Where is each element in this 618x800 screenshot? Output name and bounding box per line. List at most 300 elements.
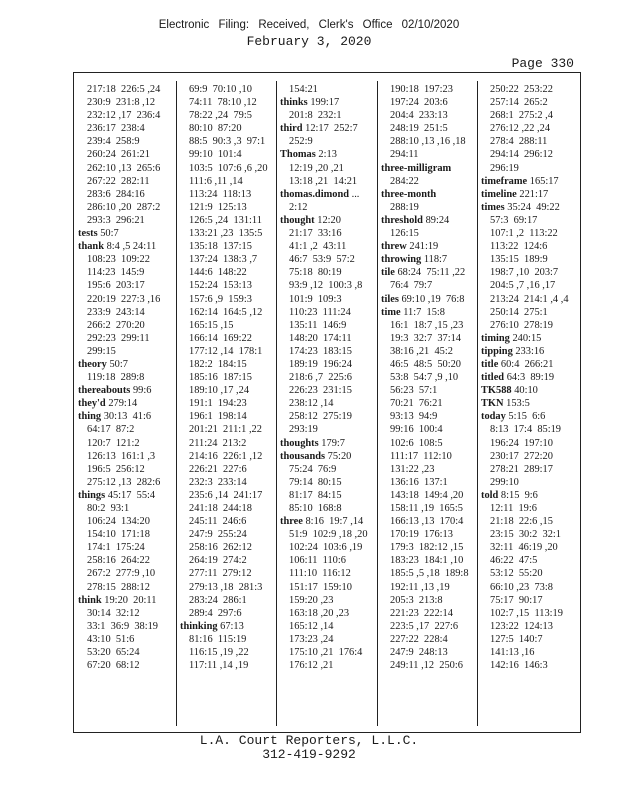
- index-continuation: 99:16 100:4: [390, 424, 443, 436]
- index-continuation: 111:6 ,11 ,14: [189, 175, 243, 187]
- index-continuation: 108:23 109:22: [87, 254, 150, 266]
- index-continuation: 179:3 182:12 ,15: [390, 542, 464, 554]
- index-entry: [481, 175, 582, 188]
- index-continuation: 277:11 279:12: [189, 568, 252, 580]
- index-headword: told: [481, 489, 499, 501]
- index-continuation: 176:12 ,21: [289, 660, 334, 672]
- index-continuation: 93:9 ,12 100:3 ,8: [289, 280, 363, 292]
- index-continuation: 284:22: [390, 175, 419, 187]
- index-continuation: 286:10 ,20 287:2: [87, 201, 161, 213]
- index-continuation: 79:14 80:15: [289, 476, 342, 488]
- index-continuation: 189:19 196:24: [289, 358, 352, 370]
- index-continuation: 233:9 243:14: [87, 306, 145, 318]
- index-continuation: 230:17 272:20: [490, 450, 553, 462]
- index-column-2: [180, 83, 281, 723]
- index-entry: [78, 410, 179, 423]
- index-entry: [381, 253, 482, 266]
- index-headword: thomas.dimond: [280, 188, 350, 200]
- index-continuation: 53:20 65:24: [87, 647, 140, 659]
- page-references: 12:20: [314, 214, 341, 226]
- index-continuation: 51:9 102:9 ,18 ,20: [289, 529, 368, 541]
- index-continuation: 196:5 256:12: [87, 463, 145, 475]
- index-continuation: 268:1 275:2 ,4: [490, 110, 553, 122]
- index-continuation: 151:17 159:10: [289, 581, 352, 593]
- footer-company: L.A. Court Reporters, L.L.C.: [199, 733, 419, 748]
- index-continuation: 102:7 ,15 113:19: [490, 607, 563, 619]
- index-continuation: 154:10 171:18: [87, 529, 150, 541]
- index-continuation: 16:1 18:7 ,15 ,23: [390, 319, 464, 331]
- index-continuation: 157:6 ,9 159:3: [189, 293, 252, 305]
- index-continuation: 137:24 138:3 ,7: [189, 254, 258, 266]
- index-continuation: 110:23 111:24: [289, 306, 351, 318]
- index-continuation: 296:19: [490, 162, 519, 174]
- index-continuation: 142:16 146:3: [490, 660, 548, 672]
- index-column-1: [78, 83, 179, 723]
- index-continuation: 182:2 184:15: [189, 358, 247, 370]
- index-entry: [481, 345, 582, 358]
- index-continuation: 267:2 277:9 ,10: [87, 568, 156, 580]
- index-continuation: 78:22 ,24 79:5: [189, 110, 252, 122]
- index-entry: [280, 515, 381, 528]
- index-headword: thought: [280, 214, 315, 226]
- index-continuation: 226:21 227:6: [189, 463, 247, 475]
- index-continuation: 289:4 297:6: [189, 607, 242, 619]
- index-entry: [381, 188, 482, 201]
- index-continuation: 245:11 246:6: [189, 516, 247, 528]
- index-headword: tile: [381, 267, 395, 279]
- index-frame: [73, 72, 581, 733]
- index-continuation: 220:19 227:3 ,16: [87, 293, 161, 305]
- index-continuation: 93:13 94:9: [390, 411, 438, 423]
- index-continuation: 148:20 174:11: [289, 332, 352, 344]
- index-headword: TKN: [481, 398, 504, 410]
- index-continuation: 283:6 284:16: [87, 188, 145, 200]
- index-entry: [481, 358, 582, 371]
- index-entry: [481, 397, 582, 410]
- index-continuation: 276:12 ,22 ,24: [490, 123, 551, 135]
- index-continuation: 99:10 101:4: [189, 149, 242, 161]
- index-continuation: 226:23 231:15: [289, 385, 352, 397]
- index-continuation: 133:21 ,23 135:5: [189, 228, 263, 240]
- index-headword: tipping: [481, 345, 513, 357]
- index-entry: [381, 240, 482, 253]
- index-headword: today: [481, 411, 506, 423]
- index-continuation: 154:21: [289, 84, 318, 95]
- index-continuation: 70:21 76:21: [390, 398, 443, 410]
- index-continuation: 85:10 168:8: [289, 503, 342, 514]
- index-continuation: 185:5 ,5 ,18 189:8: [390, 568, 469, 580]
- index-continuation: 248:19 251:5: [390, 123, 448, 135]
- index-entry: [280, 96, 381, 109]
- index-continuation: 235:6 ,14 241:17: [189, 489, 263, 501]
- index-continuation: 257:14 265:2: [490, 97, 548, 109]
- index-continuation: 185:16 187:15: [189, 372, 252, 384]
- index-continuation: 152:24 153:13: [189, 280, 252, 292]
- index-continuation: 250:22 253:22: [490, 84, 553, 95]
- index-continuation: 38:16 ,21 45:2: [390, 345, 453, 357]
- index-continuation: 166:13 ,13 170:4: [390, 516, 464, 528]
- index-entry: [381, 306, 482, 319]
- index-continuation: 205:3 213:8: [390, 594, 443, 606]
- page-references: 221:17: [516, 188, 549, 200]
- column-divider: [477, 81, 478, 726]
- index-continuation: 12:19 ,20 ,21: [289, 162, 344, 174]
- page-references: 19:20 20:11: [101, 594, 157, 606]
- index-entry: [280, 148, 381, 161]
- page-references: 11:7 15:8: [400, 306, 445, 318]
- page-references: 89:24: [422, 214, 450, 226]
- index-entry: [78, 397, 179, 410]
- index-continuation: 174:23 183:15: [289, 345, 352, 357]
- index-continuation: 74:11 78:10 ,12: [189, 97, 257, 109]
- index-entry: [280, 188, 381, 201]
- index-continuation: 279:13 ,18 281:3: [189, 581, 263, 593]
- page-references: 118:7: [421, 254, 448, 266]
- index-continuation: 288:19: [390, 201, 419, 213]
- page-references: 8:15 9:6: [498, 489, 538, 501]
- index-continuation: 293:19: [289, 424, 318, 436]
- index-headword: thinking: [180, 620, 218, 632]
- index-continuation: 204:5 ,7 ,16 ,17: [490, 280, 556, 292]
- index-continuation: 69:9 70:10 ,10: [189, 84, 252, 95]
- index-continuation: 106:24 134:20: [87, 516, 150, 528]
- index-continuation: 241:18 244:18: [189, 503, 252, 514]
- index-entry: [381, 162, 482, 175]
- index-continuation: 88:5 90:3 ,3 97:1: [189, 136, 266, 148]
- index-continuation: 67:20 68:12: [87, 660, 140, 672]
- index-continuation: 56:23 57:1: [390, 385, 438, 397]
- filing-date: February 3, 2020: [246, 34, 372, 49]
- page-references: 8:4 ,5 24:11: [104, 241, 157, 253]
- index-continuation: 288:10 ,13 ,16 ,18: [390, 136, 466, 148]
- index-continuation: 33:1 36:9 38:19: [87, 620, 159, 632]
- index-continuation: 283:24 286:1: [189, 594, 247, 606]
- index-continuation: 113:22 124:6: [490, 241, 548, 253]
- index-column-5: [481, 83, 582, 723]
- index-continuation: 75:18 80:19: [289, 267, 342, 279]
- index-headword: title: [481, 358, 499, 370]
- index-entry: [481, 489, 582, 502]
- index-continuation: 292:23 299:11: [87, 332, 150, 344]
- index-continuation: 239:4 258:9: [87, 136, 140, 148]
- page-references: 69:10 ,19 76:8: [398, 293, 465, 305]
- index-continuation: 227:22 228:4: [390, 633, 448, 645]
- index-continuation: 102:6 108:5: [390, 437, 443, 449]
- index-continuation: 258:16 264:22: [87, 555, 150, 567]
- index-continuation: 135:11 146:9: [289, 319, 347, 331]
- index-continuation: 299:10: [490, 476, 519, 488]
- index-entry: [481, 384, 582, 397]
- index-continuation: 136:16 137:1: [390, 476, 448, 488]
- index-continuation: 75:24 76:9: [289, 463, 337, 475]
- index-entry: [280, 122, 381, 135]
- index-continuation: 170:19 176:13: [390, 529, 453, 541]
- index-headword: Thomas: [280, 149, 316, 161]
- index-continuation: 102:24 103:6 ,19: [289, 542, 363, 554]
- index-continuation: 113:24 118:13: [189, 188, 252, 200]
- page-references: 233:16: [512, 345, 545, 357]
- page-references: 279:14: [105, 398, 138, 410]
- index-headword: thinks: [280, 97, 308, 109]
- index-continuation: 107:1 ,2 113:22: [490, 228, 558, 240]
- filing-stamp: Electronic Filing: Received, Clerk's Office 02/10/2020: [158, 19, 460, 31]
- index-entry: [481, 371, 582, 384]
- index-continuation: 119:18 289:8: [87, 372, 145, 384]
- index-continuation: 46:7 53:9 57:2: [289, 254, 355, 266]
- index-continuation: 175:10 ,21 176:4: [289, 647, 363, 659]
- index-continuation: 264:19 274:2: [189, 555, 247, 567]
- index-entry: [481, 201, 582, 214]
- index-continuation: 204:4 233:13: [390, 110, 448, 122]
- index-continuation: 81:16 115:19: [189, 633, 247, 645]
- index-continuation: 232:12 ,17 236:4: [87, 110, 161, 122]
- index-headword: third: [280, 123, 303, 135]
- index-entry: [78, 384, 179, 397]
- index-continuation: 166:14 169:22: [189, 332, 252, 344]
- index-continuation: 294:14 296:12: [490, 149, 553, 161]
- page-references: 5:15 6:6: [505, 411, 546, 423]
- index-continuation: 196:24 197:10: [490, 437, 553, 449]
- index-continuation: 21:18 22:6 ,15: [490, 516, 553, 528]
- index-continuation: 12:11 19:6: [490, 503, 537, 514]
- index-headword: timeline: [481, 188, 517, 200]
- index-headword: TK588: [481, 385, 512, 397]
- index-entry: [78, 227, 179, 240]
- index-continuation: 13:18 ,21 14:21: [289, 175, 358, 187]
- index-continuation: 197:24 203:6: [390, 97, 448, 109]
- index-continuation: 162:14 164:5 ,12: [189, 306, 263, 318]
- page-references: 199:17: [307, 97, 340, 109]
- index-continuation: 293:3 296:21: [87, 214, 145, 226]
- page-references: 75:20: [325, 450, 352, 462]
- index-entry: [481, 332, 582, 345]
- page-references: 179:7: [318, 437, 345, 449]
- index-continuation: 126:5 ,24 131:11: [189, 214, 262, 226]
- column-divider: [377, 81, 378, 726]
- page-references: 40:10: [511, 385, 538, 397]
- index-continuation: 236:17 238:4: [87, 123, 145, 135]
- index-continuation: 201:21 211:1 ,22: [189, 424, 262, 436]
- index-continuation: 217:18 226:5 ,24: [87, 84, 161, 95]
- index-continuation: 66:10 ,23 73:8: [490, 581, 553, 593]
- index-entry: [381, 214, 482, 227]
- index-continuation: 266:2 270:20: [87, 319, 145, 331]
- index-continuation: 81:17 84:15: [289, 489, 342, 501]
- index-continuation: 117:11 ,14 ,19: [189, 660, 249, 672]
- index-headword: threshold: [381, 214, 423, 226]
- index-continuation: 123:22 124:13: [490, 620, 553, 632]
- index-continuation: 46:22 47:5: [490, 555, 538, 567]
- index-continuation: 198:7 ,10 203:7: [490, 267, 559, 279]
- index-continuation: 275:12 ,13 282:6: [87, 476, 161, 488]
- page-references: ...: [349, 188, 360, 200]
- index-continuation: 30:14 32:12: [87, 607, 140, 619]
- index-continuation: 121:9 125:13: [189, 201, 247, 213]
- index-continuation: 238:12 ,14: [289, 398, 334, 410]
- index-continuation: 174:1 175:24: [87, 542, 145, 554]
- page-references: 165:17: [527, 175, 559, 187]
- index-continuation: 192:11 ,13 ,19: [390, 581, 450, 593]
- index-continuation: 299:15: [87, 345, 116, 357]
- page-references: 12:17 252:7: [302, 123, 358, 135]
- index-headword: think: [78, 594, 102, 606]
- index-continuation: 114:23 145:9: [87, 267, 145, 279]
- index-column-4: [381, 83, 482, 723]
- index-continuation: 278:21 289:17: [490, 463, 553, 475]
- column-divider: [276, 81, 277, 726]
- index-headword: tests: [78, 228, 98, 240]
- index-headword: things: [78, 489, 106, 501]
- index-headword: they'd: [78, 398, 106, 410]
- index-continuation: 249:11 ,12 250:6: [390, 660, 463, 672]
- index-entry: [78, 240, 179, 253]
- index-entry: [381, 293, 482, 306]
- index-continuation: 53:8 54:7 ,9 ,10: [390, 372, 459, 384]
- index-continuation: 76:4 79:7: [390, 280, 433, 292]
- index-continuation: 211:24 213:2: [189, 437, 247, 449]
- page-references: 241:19: [406, 241, 439, 253]
- index-entry: [180, 620, 281, 633]
- index-entry: [280, 214, 381, 227]
- index-continuation: 250:14 275:1: [490, 306, 548, 318]
- index-continuation: 158:11 ,19 165:5: [390, 503, 463, 514]
- index-headword: threw: [381, 241, 407, 253]
- index-continuation: 232:3 233:14: [189, 476, 247, 488]
- index-continuation: 53:12 55:20: [490, 568, 543, 580]
- page-references: 45:17 55:4: [105, 489, 156, 501]
- index-continuation: 111:17 112:10: [390, 450, 452, 462]
- index-continuation: 126:15: [390, 228, 419, 240]
- column-divider: [176, 81, 177, 726]
- index-continuation: 276:10 278:19: [490, 319, 553, 331]
- index-headword: thoughts: [280, 437, 319, 449]
- page-references: 50:7: [106, 358, 128, 370]
- index-continuation: 191:1 194:23: [189, 398, 247, 410]
- index-continuation: 46:5 48:5 50:20: [390, 358, 462, 370]
- index-column-3: [280, 83, 381, 723]
- index-continuation: 80:2 93:1: [87, 503, 130, 514]
- index-entry: [481, 188, 582, 201]
- index-continuation: 252:9: [289, 136, 313, 148]
- index-continuation: 278:4 288:11: [490, 136, 548, 148]
- index-continuation: 43:10 51:6: [87, 633, 135, 645]
- page-references: 8:16 19:7 ,14: [302, 516, 364, 528]
- index-headword: time: [381, 306, 401, 318]
- index-headword: times: [481, 201, 505, 213]
- index-headword: throwing: [381, 254, 422, 266]
- index-continuation: 173:23 ,24: [289, 633, 334, 645]
- index-continuation: 8:13 17:4 85:19: [490, 424, 562, 436]
- index-headword: three-month: [381, 188, 437, 200]
- index-continuation: 126:13 161:1 ,3: [87, 450, 156, 462]
- index-entry: [280, 437, 381, 450]
- index-entry: [78, 358, 179, 371]
- index-continuation: 159:20 ,23: [289, 594, 334, 606]
- index-continuation: 213:24 214:1 ,4 ,4: [490, 293, 569, 305]
- index-continuation: 2:12: [289, 201, 308, 213]
- index-continuation: 223:5 ,17 227:6: [390, 620, 459, 632]
- index-entry: [78, 489, 179, 502]
- index-continuation: 294:11: [390, 149, 419, 161]
- page-references: 64:3 89:19: [504, 372, 555, 384]
- index-headword: thing: [78, 411, 102, 423]
- index-continuation: 135:18 137:15: [189, 241, 252, 253]
- index-continuation: 23:15 30:2 32:1: [490, 529, 562, 541]
- index-continuation: 143:18 149:4 ,20: [390, 489, 464, 501]
- index-continuation: 221:23 222:14: [390, 607, 453, 619]
- page-references: 153:5: [503, 398, 530, 410]
- index-entry: [280, 450, 381, 463]
- index-continuation: 141:13 ,16: [490, 647, 535, 659]
- index-continuation: 19:3 32:7 37:14: [390, 332, 462, 344]
- index-entry: [481, 410, 582, 423]
- page-references: 35:24 49:22: [504, 201, 560, 213]
- index-continuation: 57:3 69:17: [490, 214, 538, 226]
- index-continuation: 183:23 184:1 ,10: [390, 555, 464, 567]
- index-continuation: 131:22 ,23: [390, 463, 435, 475]
- index-continuation: 190:18 197:23: [390, 84, 453, 95]
- index-continuation: 116:15 ,19 ,22: [189, 647, 249, 659]
- index-continuation: 80:10 87:20: [189, 123, 242, 135]
- index-continuation: 41:1 ,2 43:11: [289, 241, 347, 253]
- index-continuation: 165:15 ,15: [189, 319, 234, 331]
- index-headword: three-milligram: [381, 162, 452, 174]
- index-continuation: 165:12 ,14: [289, 620, 334, 632]
- index-continuation: 195:6 203:17: [87, 280, 145, 292]
- index-continuation: 64:17 87:2: [87, 424, 135, 436]
- page-references: 99:6: [130, 385, 152, 397]
- index-continuation: 177:12 ,14 178:1: [189, 345, 263, 357]
- index-continuation: 163:18 ,20 ,23: [289, 607, 350, 619]
- index-continuation: 258:12 275:19: [289, 411, 352, 423]
- index-continuation: 135:15 189:9: [490, 254, 548, 266]
- index-continuation: 103:5 107:6 ,6 ,20: [189, 162, 268, 174]
- page-references: 50:7: [97, 228, 119, 240]
- index-entry: [381, 266, 482, 279]
- page-references: 68:24 75:11 ,22: [394, 267, 466, 279]
- page-references: 2:13: [315, 149, 337, 161]
- index-continuation: 196:1 198:14: [189, 411, 247, 423]
- index-continuation: 127:5 140:7: [490, 633, 543, 645]
- index-continuation: 201:8 232:1: [289, 110, 342, 122]
- index-continuation: 189:10 ,17 ,24: [189, 385, 250, 397]
- index-headword: thousands: [280, 450, 326, 462]
- index-continuation: 258:16 262:12: [189, 542, 252, 554]
- index-continuation: 218:6 ,7 225:6: [289, 372, 352, 384]
- index-continuation: 111:10 116:12: [289, 568, 351, 580]
- index-continuation: 21:17 33:16: [289, 228, 342, 240]
- index-continuation: 260:24 261:21: [87, 149, 150, 161]
- index-continuation: 247:9 248:13: [390, 647, 448, 659]
- page-number: Page 330: [511, 56, 574, 71]
- index-headword: thank: [78, 241, 104, 253]
- index-continuation: 247:9 255:24: [189, 529, 247, 541]
- page-references: 60:4 266:21: [498, 358, 554, 370]
- index-headword: timeframe: [481, 175, 528, 187]
- index-continuation: 262:10 ,13 265:6: [87, 162, 161, 174]
- index-headword: three: [280, 516, 303, 528]
- index-continuation: 101:9 109:3: [289, 293, 342, 305]
- page-references: 30:13 41:6: [101, 411, 152, 423]
- index-continuation: 230:9 231:8 ,12: [87, 97, 156, 109]
- index-entry: [78, 594, 179, 607]
- footer-phone: 312-419-9292: [262, 747, 356, 762]
- index-continuation: 144:6 148:22: [189, 267, 247, 279]
- index-continuation: 278:15 288:12: [87, 581, 150, 593]
- index-continuation: 120:7 121:2: [87, 437, 140, 449]
- index-headword: timing: [481, 332, 510, 344]
- index-continuation: 32:11 46:19 ,20: [490, 542, 558, 554]
